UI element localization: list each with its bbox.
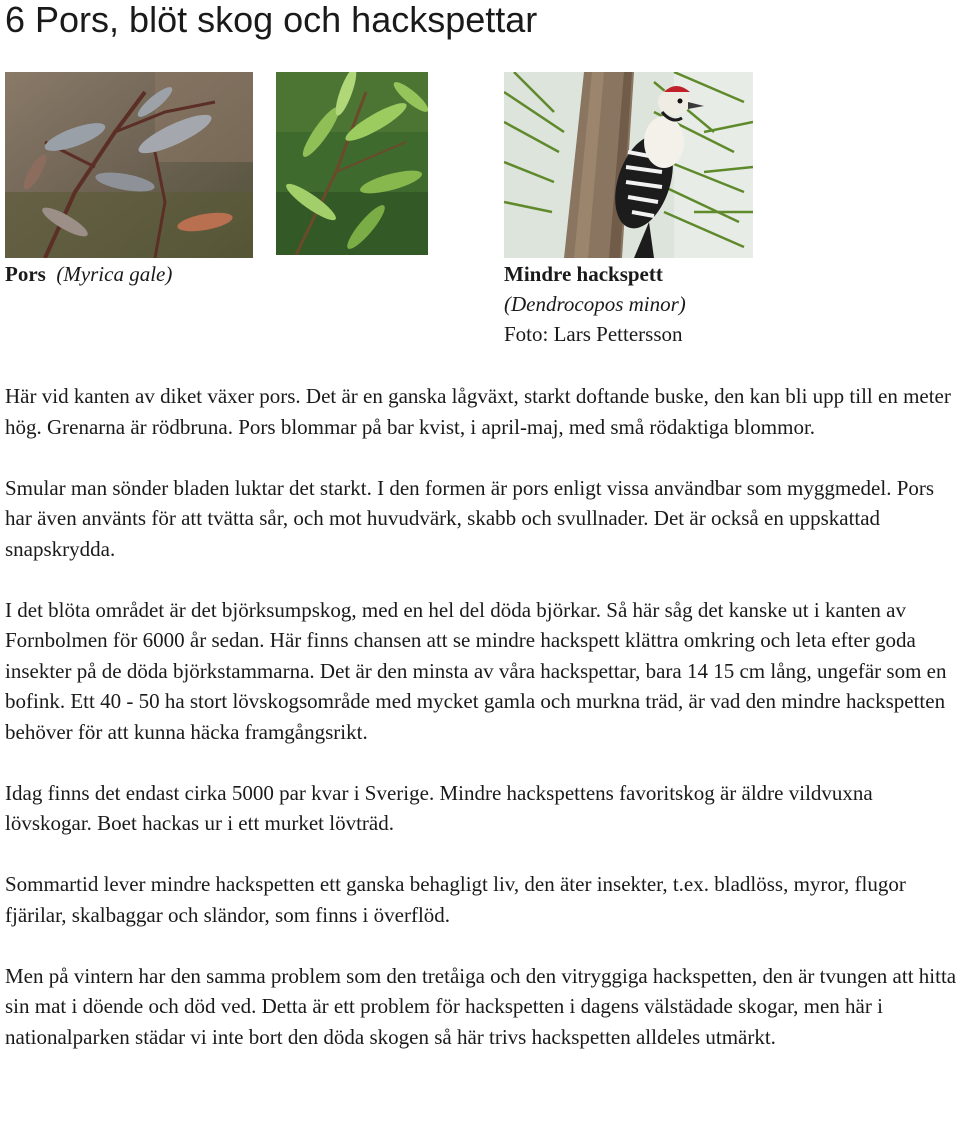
woodpecker-icon: [504, 72, 753, 258]
caption-woodpecker-latin: (Dendrocopos minor): [504, 292, 686, 316]
caption-woodpecker: [504, 259, 686, 349]
myrica-gale-branch-photo: [5, 72, 253, 258]
caption-woodpecker-name: Mindre hackspett: [504, 262, 663, 286]
paragraph: Sommartid lever mindre hackspetten ett ganska behagligt liv, den äter insekter, t.ex. bladlöss, myror, flugor fjärilar, skalbaggar och sländor, som finns i överflöd.: [5, 872, 906, 927]
myrica-gale-leaves-photo: [276, 72, 428, 255]
paragraph: Här vid kanten av diket växer pors. Det är en ganska lågväxt, starkt doftande buske, den kan bli upp till en meter hög. Grenarna är rödbruna. Pors blommar på bar kvist, i april-maj, med små rödaktiga blommor.: [5, 384, 951, 439]
page-title: 6 Pors, blöt skog och hackspettar: [5, 0, 538, 40]
caption-pors: [5, 259, 172, 289]
caption-pors-name: Pors: [5, 262, 46, 286]
caption-pors-latin: (Myrica gale): [56, 262, 173, 286]
caption-woodpecker-credit: Foto: Lars Pettersson: [504, 322, 683, 346]
paragraph: I det blöta området är det björksumpskog, med en hel del döda björkar. Så här såg det kanske ut i kanten av Fornbolmen för 6000 år sedan. Här finns chansen att se mindre hackspett klättra omkring och leta efter goda insekter på de döda björkstammarna. Det är den minsta av våra hackspettar, bara 14 15 cm lång, ungefär som en bofink. Ett 40 - 50 ha stort lövskogsområde med mycket gamla och murkna träd, är vad den mindre hackspetten behöver för att kunna häcka framgångsrikt.: [5, 597, 947, 744]
paragraph: Smular man sönder bladen luktar det starkt. I den formen är pors enligt vissa användbar som myggmedel. Pors har även använts för att tvätta sår, och mot huvudvärk, skabb och svullnader. Det är också en uppskattad snapskrydda.: [5, 475, 935, 561]
paragraph: Idag finns det endast cirka 5000 par kvar i Sverige. Mindre hackspettens favoritskog är äldre vildvuxna lövskogar. Boet hackas ur i ett murket lövträd.: [5, 780, 873, 835]
article-body: [5, 381, 957, 1052]
myrica-gale-leaves-icon: [276, 72, 428, 255]
lesser-spotted-woodpecker-photo: [504, 72, 753, 258]
paragraph: Men på vintern har den samma problem som den tretåiga och den vitryggiga hackspetten, den är tvungen att hitta sin mat i döende och död ved. Detta är ett problem för hackspetten i dagens välstädade skogar, men här i nationalparken städar vi inte bort den döda skogen så här trivs hackspetten alldeles utmärkt.: [5, 963, 957, 1049]
myrica-gale-branch-icon: [5, 72, 253, 258]
